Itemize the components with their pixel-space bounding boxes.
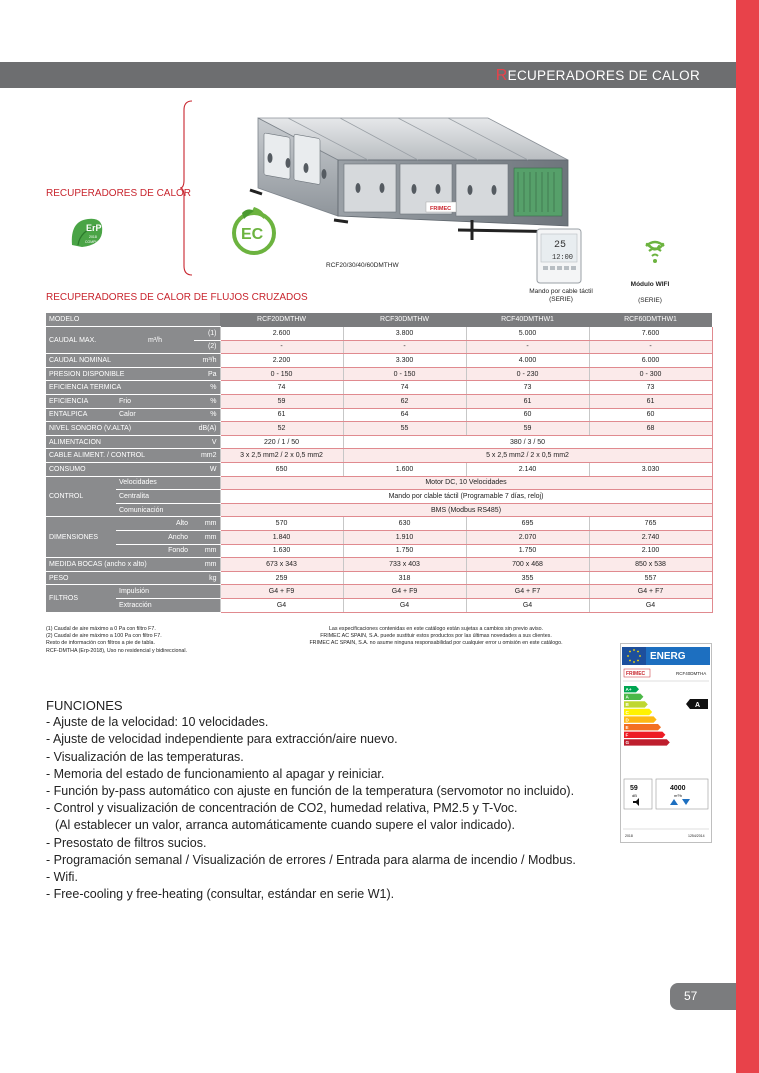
page-number: 57 [670,983,736,1010]
row-label: DIMENSIONES [46,517,116,558]
table-cell: Mando por clable táctil (Programable 7 días, reloj) [220,490,712,504]
table-cell: G4 [466,598,589,612]
table-cell: 64 [343,408,466,422]
function-item: - Programación semanal / Visualización de errores / Entrada para alarma de incendio / Modbus. [46,852,576,867]
wifi-module-label: Módulo WIFI [630,281,670,288]
header-model: RCF60DMTHW1 [589,313,712,327]
row-unit: mm [194,517,220,531]
disclaimer-line: FRIMEC AC SPAIN, S.A. puede sustituir estos productos por las últimas novedades a sus clientes. [320,633,552,640]
table-cell: 61 [220,408,343,422]
table-cell: 73 [466,381,589,395]
table-row [46,367,712,381]
table-cell: 557 [589,571,712,585]
energy-class-label: B [625,702,629,708]
bracket-line [180,100,194,276]
energy-class-label: C [625,709,629,715]
row-unit: kg [194,571,220,585]
table-row [46,422,712,436]
table-cell: 60 [589,408,712,422]
table-cell: 355 [466,571,589,585]
row-label: EFICIENCIA TERMICA [46,381,194,395]
table-cell: 2.740 [589,531,712,545]
table-row [46,558,712,572]
table-cell: 4.000 [466,354,589,368]
energy-class-bar [624,732,665,738]
model-caption: RCF20/30/40/60DMTHW [326,262,399,269]
table-cell: 59 [466,422,589,436]
row-unit: % [194,395,220,409]
table-cell: G4 + F7 [466,585,589,599]
table-row [46,476,712,490]
svg-text:59: 59 [630,785,638,792]
table-cell: 2.140 [466,463,589,477]
row-unit: m³/h [194,354,220,368]
wifi-icon [643,238,667,272]
table-cell: 59 [220,395,343,409]
table-cell: 3.800 [343,327,466,341]
svg-text:4000: 4000 [670,785,686,792]
energy-rating: A [695,702,701,709]
function-item: - Visualización de las temperaturas. [46,749,244,764]
table-cell: 1.600 [343,463,466,477]
header-model: RCF20DMTHW [220,313,343,327]
table-cell: 7.600 [589,327,712,341]
table-cell: 2.100 [589,544,712,558]
table-cell: G4 + F9 [220,585,343,599]
table-cell: 61 [466,395,589,409]
table-cell: 3 x 2,5 mm2 / 2 x 0,5 mm2 [220,449,343,463]
table-cell: 3.300 [343,354,466,368]
table-cell: G4 [589,598,712,612]
function-item: (Al establecer un valor, arranca automáticamente cuando supere el valor indicado). [55,818,515,833]
row-unit: Pa [194,367,220,381]
table-cell: G4 [220,598,343,612]
table-cell: 55 [343,422,466,436]
table-row [46,585,712,599]
row-sub: Centralita [116,490,220,504]
table-cell: 850 x 538 [589,558,712,572]
row-sub: Calor [116,408,194,422]
functions-title: FUNCIONES [46,698,123,713]
table-cell: 2.600 [220,327,343,341]
row-unit: mm [194,544,220,558]
table-cell: G4 + F9 [343,585,466,599]
svg-text:12:00: 12:00 [552,254,574,262]
table-cell: 5.000 [466,327,589,341]
table-row [46,327,712,341]
table-row [46,571,712,585]
table-cell: 570 [220,517,343,531]
energy-class-label: A [625,694,629,700]
ec-motor-logo [230,205,278,257]
controller-caption: Mando por cable táctil (SERIE) [529,288,593,303]
footnote: (2) Caudal de aire máximo a 100 Pa con filtro F7. [46,633,162,640]
table-cell: 220 / 1 / 50 [220,435,343,449]
table-cell: 1.630 [220,544,343,558]
footnote: Resto de información con filtros a pie de tabla. [46,640,155,647]
row-unit: dB(A) [194,422,220,436]
table-cell: Motor DC, 10 Velocidades [220,476,712,490]
table-row [46,531,712,545]
table-cell: 73 [589,381,712,395]
row-label: CAUDAL MAX. [46,327,116,354]
row-unit: V [194,435,220,449]
energy-class-label: A+ [625,687,632,692]
table-cell: 765 [589,517,712,531]
svg-text:FRIMEC: FRIMEC [626,671,646,677]
row-sub: Ancho [116,531,194,545]
header-model: RCF30DMTHW [343,313,466,327]
disclaimer [286,626,586,648]
table-cell: 695 [466,517,589,531]
row-unit: m³/h [116,327,194,354]
row-sub: (2) [194,340,220,354]
row-label: NIVEL SONORO (V.ALTA) [46,422,194,436]
table-cell: BMS (Modbus RS485) [220,503,712,517]
function-item: - Wifi. [46,870,78,885]
energy-class-label: F [625,732,629,738]
row-sub: Comunicación [116,503,220,517]
energy-class-label: D [625,717,629,723]
table-cell: 62 [343,395,466,409]
header-bar [0,62,736,88]
svg-text:FRIMEC: FRIMEC [430,206,452,212]
table-cell: G4 [343,598,466,612]
table-cell: 1.840 [220,531,343,545]
row-label: ALIMENTACION [46,435,194,449]
svg-text:COMPLIANT: COMPLIANT [85,240,106,244]
table-row [46,490,712,504]
function-item: - Free-cooling y free-heating (consultar, estándar en serie W1). [46,887,395,902]
table-row [46,395,712,409]
table-cell: 3.030 [589,463,712,477]
table-cell: 0 - 300 [589,367,712,381]
table-row [46,463,712,477]
row-label: FILTROS [46,585,116,612]
specifications-table [46,313,713,613]
row-label: PESO [46,571,194,585]
table-cell: - [466,340,589,354]
energy-class-label: G [625,740,630,746]
function-item: - Ajuste de la velocidad: 10 velocidades. [46,715,269,730]
row-sub: Frio [116,395,194,409]
table-row [46,598,712,612]
table-cell: G4 + F7 [589,585,712,599]
table-row [46,408,712,422]
table-cell: 673 x 343 [220,558,343,572]
table-cell: 318 [343,571,466,585]
row-sub: Fondo [116,544,194,558]
row-sub: Velocidades [116,476,220,490]
table-cell: - [589,340,712,354]
table-row [46,503,712,517]
table-header-row [46,313,712,327]
table-footnotes [46,626,187,655]
energy-label [620,643,712,843]
table-cell: 1.750 [466,544,589,558]
energy-class-bar [624,716,657,722]
table-cell: 380 / 3 / 50 [343,435,712,449]
product-label: RECUPERADORES DE CALOR [46,188,192,199]
function-item: - Ajuste de velocidad independiente para extracción/aire nuevo. [46,732,398,747]
row-unit: mm2 [194,449,220,463]
table-cell: 700 x 468 [466,558,589,572]
svg-text:RCF40DMTHA: RCF40DMTHA [676,671,707,676]
table-cell: 61 [589,395,712,409]
table-cell: 0 - 150 [343,367,466,381]
svg-text:2018: 2018 [625,834,633,838]
erp-logo [68,215,120,249]
row-unit: mm [194,558,220,572]
svg-text:2018: 2018 [89,235,97,239]
wifi-serie-label: (SERIE) [638,297,662,304]
table-cell: 2.200 [220,354,343,368]
table-row [46,544,712,558]
table-cell: 52 [220,422,343,436]
table-cell: 6.000 [589,354,712,368]
table-cell: 2.070 [466,531,589,545]
table-row [46,517,712,531]
function-item: - Función by-pass automático con ajuste en función de la temperatura (servomotor no incluido). [46,784,575,799]
row-label: CONSUMO [46,463,194,477]
function-item: - Control y visualización de concentración de CO2, humedad relativa, PM2.5 y T-Voc. [46,801,518,816]
svg-text:ErP: ErP [86,223,102,233]
table-row [46,435,712,449]
svg-text:m³/h: m³/h [674,793,682,798]
row-label: MEDIDA BOCAS (ancho x alto) [46,558,194,572]
row-label: CAUDAL NOMINAL [46,354,194,368]
table-cell: 630 [343,517,466,531]
functions-section [46,697,576,903]
row-label: PRESION DISPONIBLE [46,367,194,381]
energy-class-bar [624,724,661,730]
table-cell: 733 x 403 [343,558,466,572]
table-cell: 0 - 230 [466,367,589,381]
row-unit: % [194,381,220,395]
energy-class-label: E [625,725,629,730]
function-item: - Presostato de filtros sucios. [46,835,207,850]
footnote: (1) Caudal de aire máximo a 0 Pa con filtro F7. [46,626,156,632]
svg-text:dB: dB [632,793,637,798]
row-unit: W [194,463,220,477]
table-cell: - [343,340,466,354]
row-label: ENTALPICA [46,408,116,422]
footnote: RCF-DMTHA (Erp-2018), Uso no residencial y bidireccional. [46,647,188,654]
svg-text:ENERG: ENERG [650,651,686,662]
disclaimer-line: FRIMEC AC SPAIN, S.A. no asume ninguna responsabilidad por cualquier error u omisión en este catálogo. [309,640,563,647]
row-label: EFICIENCIA [46,395,116,409]
svg-text:1254/2014: 1254/2014 [688,834,705,838]
row-sub: Impulsión [116,585,220,599]
table-title: RECUPERADORES DE CALOR DE FLUJOS CRUZADOS [46,292,308,303]
energy-class-bar [624,739,670,745]
table-row [46,381,712,395]
svg-text:EC: EC [241,226,264,243]
row-label: CONTROL [46,476,116,517]
row-sub: Extracción [116,598,220,612]
table-cell: 0 - 150 [220,367,343,381]
table-cell: 1.750 [343,544,466,558]
disclaimer-line: Las especificaciones contenidas en este catálogo están sujetas a cambios sin previo aviso. [328,626,544,632]
svg-text:25: 25 [554,240,567,251]
function-item: - Memoria del estado de funcionamiento al apagar y reiniciar. [46,766,385,781]
row-sub: (1) [194,327,220,341]
side-accent-bar [736,0,759,1073]
table-row [46,354,712,368]
table-cell: - [220,340,343,354]
row-label: CABLE ALIMENT. / CONTROL [46,449,194,463]
row-sub: Alto [116,517,194,531]
table-cell: 74 [343,381,466,395]
row-unit: mm [194,531,220,545]
table-cell: 259 [220,571,343,585]
touch-controller-image [536,228,582,284]
table-cell: 650 [220,463,343,477]
table-cell: 74 [220,381,343,395]
table-cell: 60 [466,408,589,422]
header-model: RCF40DMTHW1 [466,313,589,327]
table-cell: 68 [589,422,712,436]
table-cell: 5 x 2,5 mm2 / 2 x 0,5 mm2 [343,449,712,463]
table-cell: 1.910 [343,531,466,545]
header-model-label: MODELO [46,313,220,327]
row-unit: % [194,408,220,422]
table-row [46,449,712,463]
page-title: RECUPERADORES DE CALOR [495,67,700,84]
